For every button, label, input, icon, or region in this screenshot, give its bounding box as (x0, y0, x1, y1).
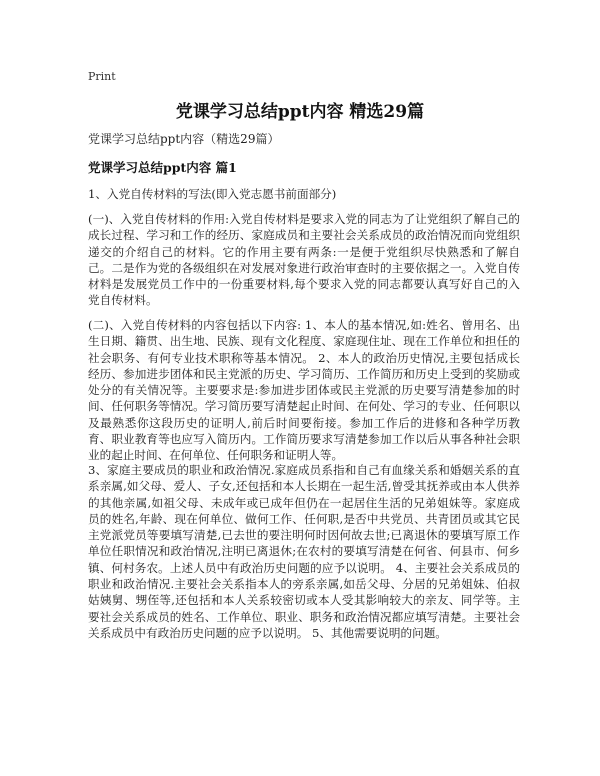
print-label: Print (88, 70, 116, 83)
paragraph-intro: 1、入党自传材料的写法(即入党志愿书前面部分) (88, 187, 337, 201)
paragraph-contents: (二)、入党自传材料的内容包括以下内容: 1、本人的基本情况,如:姓名、曾用名、出生日期、籍贯、出生地、民族、现有文化程度、家庭现住址、现在工作单位和担任的社会职务、有何专业技术职称等基本情况。 2、本人的政治历史情况,主要包括成长经历、参加进步团体和民主党派的历史、学习简历、工作简历和历史上受到的奖励或处分的有关情况等。主要要求是:参加进步团体或民主党派的历史要写清楚参加的时间、任何职务等情况。学习简历要写清楚起止时间、在何处、学习的专业、任何职以及最熟悉你这段历史的证明人,前后时间要衔接。参加工作后的进修和各种学历教育、职业教育等也应写入简历内。工作简历要求写清楚参加工作以后从事各种社会职业的起止时间、在何单位、任何职务和证明人等。 (88, 318, 520, 463)
document-subtitle: 党课学习总结ppt内容（精选29篇） (88, 132, 280, 146)
paragraph-purpose: (一)、入党自传材料的作用:入党自传材料是要求入党的同志为了让党组织了解自己的成长过程、学习和工作的经历、家庭成员和主要社会关系成员的政治情况而向党组织递交的介绍自己的材料。它的作用主要有两条:一是便于党组织尽快熟悉和了解自己。二是作为党的各级组织在对发展对象进行政治审查时的主要依据之一。入党自传材料是发展党员工作中的一份重要材料,每个要求入党的同志都要认真写好自己的入党自传材料。 (88, 212, 520, 308)
section-heading: 党课学习总结ppt内容 篇1 (88, 160, 237, 175)
paragraph-family: 3、家庭主要成员的职业和政治情况.家庭成员系指和自己有血缘关系和婚姻关系的直系亲属,如父母、爱人、子女,还包括和本人长期在一起生活,曾受其抚养或由本人供养的其他亲属,如祖父母、未成年或已成年但仍在一起居住生活的兄弟姐妹等。家庭成员的姓名,年龄、现在何单位、做何工作、任何职,是否中共党员、共青团员或其它民主党派党员等要填写清楚,已去世的要注明何时因何故去世;已离退休的要填写原工作单位任职情况和政治情况,注明已离退休;在农村的要填写清楚在何省、何县市、何乡镇、何村务农。上述人员中有政治历史问题的应予以说明。 4、主要社会关系成员的职业和政治情况.主要社会关系指本人的旁系亲属,如岳父母、分居的兄弟姐妹、伯叔姑姨舅、甥侄等,还包括和本人关系较密切或本人受其影响较大的亲友、同学等。主要社会关系成员的姓名、工作单位、职业、职务和政治情况都应填写清楚。主要社会关系成员中有政治历史问题的应予以说明。 5、其他需要说明的问题。 (88, 463, 520, 640)
page-title: 党课学习总结ppt内容 精选29篇 (175, 102, 425, 122)
